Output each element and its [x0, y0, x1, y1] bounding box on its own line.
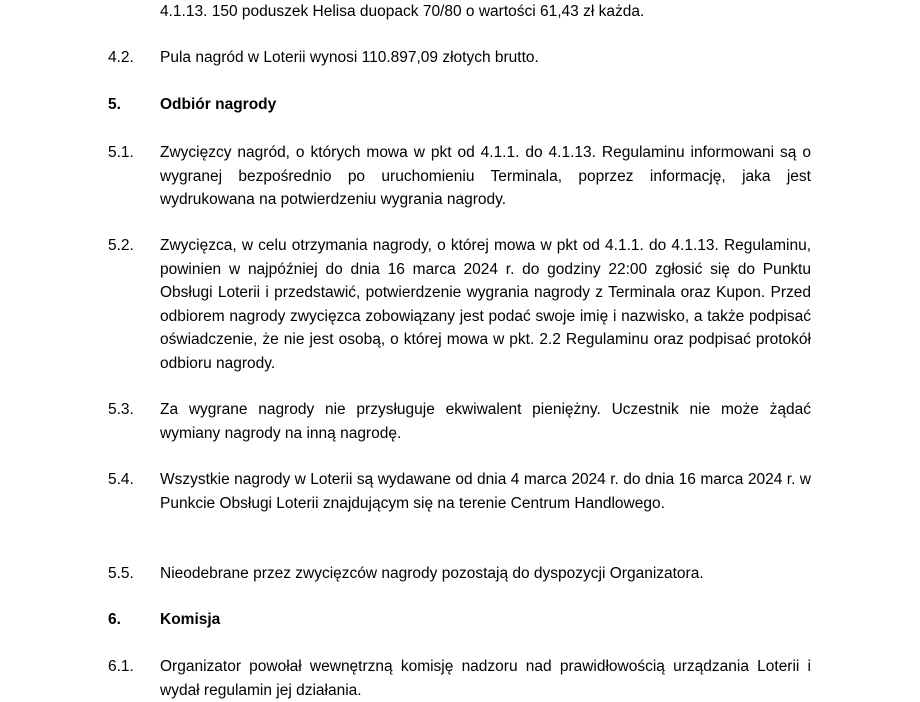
- section-title: Komisja: [160, 611, 221, 628]
- paragraph-number: 5.3.: [108, 401, 134, 418]
- paragraph-number: 4.2.: [108, 49, 134, 66]
- paragraph-number: 5.2.: [108, 237, 134, 254]
- section-title: Odbiór nagrody: [160, 96, 277, 113]
- paragraph-number: 5.1.: [108, 144, 134, 161]
- paragraph-text: Organizator powołał wewnętrzną komisję nadzoru nad prawidłowością urządzania Loterii i wydał regulamin jej działania.: [160, 658, 811, 699]
- paragraph-text: Wszystkie nagrody w Loterii są wydawane od dnia 4 marca 2024 r. do dnia 16 marca 2024 r. w Punkcie Obsługi Loterii znajdującym się na terenie Centrum Handlowego.: [160, 471, 811, 512]
- paragraph-number: 6.1.: [108, 658, 134, 675]
- paragraph-text: Za wygrane nagrody nie przysługuje ekwiwalent pieniężny. Uczestnik nie może żądać wymiany nagrody na inną nagrodę.: [160, 401, 811, 442]
- paragraph-number: 5.4.: [108, 471, 134, 488]
- paragraph-text: Pula nagród w Loterii wynosi 110.897,09 złotych brutto.: [160, 49, 539, 66]
- section-number: 5.: [108, 96, 121, 113]
- paragraph-number: 5.5.: [108, 565, 134, 582]
- paragraph-text: Nieodebrane przez zwycięzców nagrody pozostają do dyspozycji Organizatora.: [160, 565, 704, 582]
- paragraph-text: 4.1.13. 150 poduszek Helisa duopack 70/80 o wartości 61,43 zł każda.: [160, 3, 645, 20]
- paragraph-text: Zwycięzca, w celu otrzymania nagrody, o której mowa w pkt od 4.1.1. do 4.1.13. Regulaminu, powinien w najpóźniej do dnia 16 marca 2024 r. do godziny 22:00 zgłosić się do Punktu Obsługi Loterii i przedstawić, potwierdzenie wygrania nagrody z Terminala oraz Kupon. Przed odbiorem nagrody zwycięzca zobowiązany jest podać swoje imię i nazwisko, a także podpisać oświadczenie, że nie jest osobą, o której mowa w pkt. 2.2 Regulaminu oraz podpisać protokół odbioru nagrody.: [160, 237, 811, 372]
- paragraph-text: Zwycięzcy nagród, o których mowa w pkt od 4.1.1. do 4.1.13. Regulaminu informowani są o wygranej bezpośrednio po uruchomieniu Terminala, poprzez informację, jaka jest wydrukowana na potwierdzeniu wygrania nagrody.: [160, 144, 811, 208]
- section-number: 6.: [108, 611, 121, 628]
